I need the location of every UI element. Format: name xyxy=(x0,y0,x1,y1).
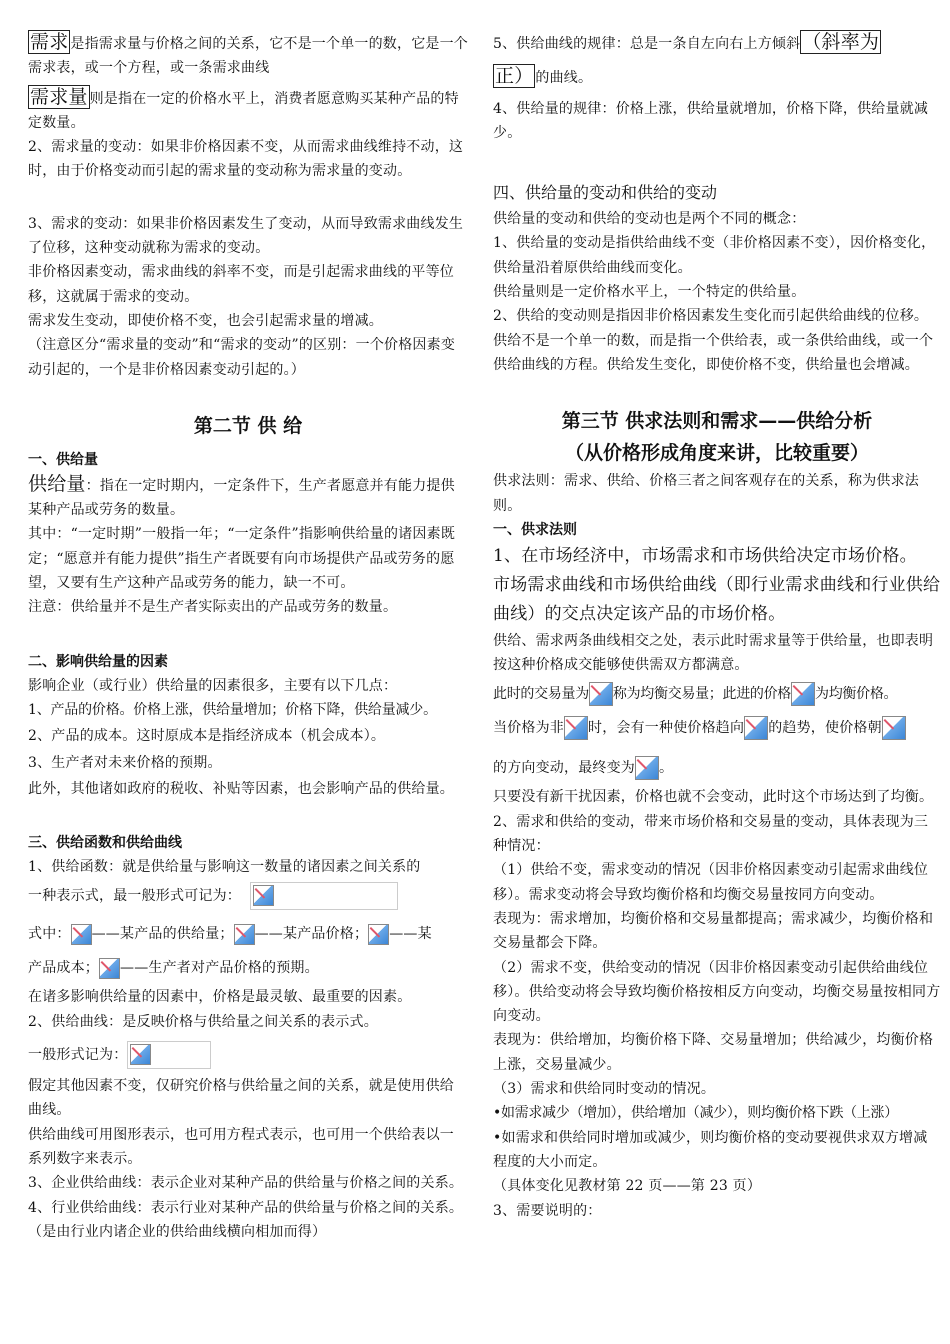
heading-supply-change: 四、供给量的变动和供给的变动 xyxy=(493,183,718,203)
broken-image-icon xyxy=(99,958,120,979)
demand-definition xyxy=(28,30,468,81)
equilibrium-text: 的方向变动，最终变为 xyxy=(493,760,635,777)
section-3-subtitle: （从价格形成角度来讲，比较重要） xyxy=(564,442,869,465)
paragraph: 2、供给曲线：是反映价格与供给量之间关系的表示式。 xyxy=(28,1013,378,1030)
formula-intro-text: 一种表示式，最一般形式可记为： xyxy=(28,888,241,905)
broken-image-icon xyxy=(791,682,815,706)
paragraph: 3、企业供给曲线：表示企业对某种产品的供给量与价格之间的关系。 xyxy=(28,1175,464,1192)
paragraph: 2、需求和供给的变动，带来市场价格和交易量的变动，具体表现为三种情况： xyxy=(493,813,929,855)
heading-supply-quantity: 一、供给量 xyxy=(28,451,98,468)
supply-qty-definition xyxy=(28,472,468,523)
equilibrium-text: 。 xyxy=(659,760,674,777)
paragraph: 1、供给量的变动是指供给曲线不变（非价格因素不变），因价格变化，供给量沿着原供给曲线而变化。 xyxy=(493,235,936,276)
rule-text: 的曲线。 xyxy=(535,70,593,87)
supply-curve-rule xyxy=(493,30,941,56)
rule-text: 5、供给曲线的规律：总是一条自左向右上方倾斜 xyxy=(493,36,801,52)
demand-definition-text: 是指需求量与价格之间的关系，它不是一个单一的数，它是一个需求表，或一个方程，或一条需求曲线 xyxy=(28,36,469,77)
equilibrium-line-3 xyxy=(493,751,941,785)
supply-curve-rule-2 xyxy=(493,64,941,90)
paragraph: 表现为：供给增加，均衡价格下降、交易量增加；供给减少，均衡价格上涨，交易量减少。 xyxy=(493,1032,934,1073)
formula-legend-line xyxy=(28,917,468,951)
supply-curve-formula-image xyxy=(127,1041,211,1069)
paragraph: 供给曲线可用图形表示，也可用方程式表示，也可用一个供给表以一系列数字来表示。 xyxy=(28,1126,454,1167)
equilibrium-text: 此时的交易量为 xyxy=(493,686,589,703)
paragraph: 表现为：需求增加，均衡价格和交易量都提高；需求减少，均衡价格和交易量都会下降。 xyxy=(493,910,934,952)
paragraph: 只要没有新干扰因素，价格也就不会变动，此时这个市场达到了均衡。 xyxy=(493,789,934,806)
formula-legend-text: ——生产者对产品价格的预期。 xyxy=(120,960,319,977)
broken-image-icon xyxy=(744,716,768,740)
supply-function-formula-image xyxy=(250,882,398,910)
paragraph: （3）需求和供给同时变动的情况。 xyxy=(493,1081,716,1098)
equilibrium-text: 称为均衡交易量；此进的价格 xyxy=(612,686,792,703)
paragraph: （1）供给不变，需求变动的情况（因非价格因素变动引起需求曲线位移）。需求变动将会导致均衡价格和均衡交易量按同方向变动。 xyxy=(493,862,929,903)
heading-law: 一、供求法则 xyxy=(493,521,577,538)
paragraph: 2、产品的成本。这时原成本是指经济成本（机会成本）。 xyxy=(28,728,386,745)
paragraph: 需求发生变动，即使价格不变，也会引起需求量的增减。 xyxy=(28,312,383,329)
broken-image-icon xyxy=(564,716,588,740)
formula-legend-text: 式中： xyxy=(28,926,71,943)
equilibrium-text: 时，会有一种使价格趋向 xyxy=(588,720,745,737)
broken-image-icon xyxy=(882,716,906,740)
paragraph: 影响企业（或行业）供给量的因素很多，主要有以下几点： xyxy=(28,677,398,694)
formula-legend-line-2 xyxy=(28,951,468,985)
paragraph: 4、行业供给曲线：表示行业对某种产品的供给量与价格之间的关系。（是由行业内诸企业的供给曲线横向相加而得） xyxy=(28,1199,464,1240)
demand-qty-definition-text: 则是指在一定的价格水平上，消费者愿意购买某种产品的特定数量。 xyxy=(28,90,459,131)
paragraph: 此外，其他诸如政府的税收、补贴等因素，也会影响产品的供给量。 xyxy=(28,780,454,797)
broken-image-icon xyxy=(589,682,613,706)
section-2-title: 第二节 供 给 xyxy=(193,414,303,437)
paragraph: 其中：“一定时期”一般指一年；“一定条件”指影响供给量的诸因素既定；“愿意并有能力提供”指生产者既要有向市场提供产品或劳务的愿望，又要有生产这种产品或劳务的能力，缺一不可。 xyxy=(28,526,456,592)
broken-image-icon xyxy=(234,924,255,945)
paragraph: 注意：供给量并不是生产者实际卖出的产品或劳务的数量。 xyxy=(28,599,398,616)
broken-image-icon xyxy=(253,885,274,906)
paragraph: 供给量的变动和供给的变动也是两个不同的概念： xyxy=(493,211,806,228)
formula-legend-text: 产品成本； xyxy=(28,960,99,977)
paragraph: 市场需求曲线和市场供给曲线（即行业需求曲线和行业供给曲线）的交点决定该产品的市场价格。 xyxy=(493,574,941,624)
paragraph: 1、供给函数：就是供给量与影响这一数量的诸因素之间关系的 xyxy=(28,859,421,876)
demand-qty-term-box: 需求量 xyxy=(30,85,88,108)
paragraph: 2、供给的变动则是指因非价格因素发生变化而引起供给曲线的位移。 xyxy=(493,308,929,325)
equilibrium-text: 的趋势，使价格朝 xyxy=(768,720,882,737)
demand-term-box: 需求 xyxy=(30,31,69,53)
bullet-item: •如需求和供给同时增加或减少，则均衡价格的变动要视供求双方增减程度的大小而定。 xyxy=(493,1129,928,1170)
paragraph: 非价格因素变动，需求曲线的斜率不变，而是引起需求曲线的平等位移，这就属于需求的变动。 xyxy=(28,264,454,305)
paragraph: 1、产品的价格。价格上涨，供给量增加；价格下降，供给量减少。 xyxy=(28,701,437,718)
equilibrium-line xyxy=(493,677,941,711)
slope-box-1: （斜率为 xyxy=(802,31,880,53)
supply-curve-formula-line xyxy=(28,1038,468,1072)
paragraph: 供给量则是一定价格水平上，一个特定的供给量。 xyxy=(493,284,806,301)
broken-image-icon xyxy=(130,1044,151,1065)
paragraph: 供求法则：需求、供给、价格三者之间客观存在的关系，称为供求法则。 xyxy=(493,473,919,514)
paragraph: 4、供给量的规律：价格上涨，供给量就增加，价格下降，供给量就减少。 xyxy=(493,100,929,141)
supply-qty-definition-text: ：指在一定时期内，一定条件下，生产者愿意并有能力提供某种产品或劳务的数量。 xyxy=(28,477,455,519)
paragraph: 供给不是一个单一的数，而是指一个供给表，或一条供给曲线，或一个供给曲线的方程。供给发生变化，即使价格不变，供给量也会增减。 xyxy=(493,332,934,373)
paragraph: 3、需求的变动：如果非价格因素发生了变动，从而导致需求曲线发生了位移，这种变动就称为需求的变动。 xyxy=(28,215,464,257)
broken-image-icon xyxy=(71,924,92,945)
paragraph: （注意区分“需求量的变动”和“需求的变动”的区别：一个价格因素变动引起的，一个是非价格因素变动引起的。） xyxy=(28,337,456,378)
paragraph: 假定其他因素不变，仅研究价格与供给量之间的关系，就是使用供给曲线。 xyxy=(28,1078,454,1119)
supply-function-formula-line xyxy=(28,879,468,913)
paragraph: 2、需求量的变动：如果非价格因素不变，从而需求曲线维持不动，这时，由于价格变动而引起的需求量的变动称为需求量的变动。 xyxy=(28,139,464,180)
paragraph: 3、需要说明的： xyxy=(493,1202,602,1219)
equilibrium-text: 当价格为非 xyxy=(493,720,564,737)
formula-intro-text: 一般形式记为： xyxy=(28,1047,128,1064)
equilibrium-line-2 xyxy=(493,711,941,745)
heading-supply-factors: 二、影响供给量的因素 xyxy=(28,653,168,670)
paragraph: 3、生产者对未来价格的预期。 xyxy=(28,754,222,771)
formula-legend-text: ——某 xyxy=(389,926,432,943)
paragraph: 在诸多影响供给量的因素中，价格是最灵敏、最重要的因素。 xyxy=(28,989,412,1006)
demand-qty-definition xyxy=(28,85,468,136)
paragraph: 供给、需求两条曲线相交之处，表示此时需求量等于供给量，也即表明按这种价格成交能够使供需双方都满意。 xyxy=(493,632,934,674)
paragraph: 1、在市场经济中，市场需求和市场供给决定市场价格。 xyxy=(493,545,917,566)
broken-image-icon xyxy=(368,924,389,945)
paragraph: （具体变化见教材第 22 页——第 23 页） xyxy=(493,1178,762,1195)
formula-legend-text: ——某产品价格； xyxy=(254,926,369,943)
equilibrium-text: 为均衡价格。 xyxy=(815,686,898,703)
right-column xyxy=(493,30,941,1223)
supply-qty-term: 供给量 xyxy=(28,472,86,495)
paragraph: （2）需求不变，供给变动的情况（因非价格因素变动引起供给曲线位移）。供给变动将会导致均衡价格按相反方向变动，均衡交易量按相同方向变动。 xyxy=(493,959,941,1025)
formula-legend-text: ——某产品的供给量； xyxy=(91,926,234,943)
heading-supply-function: 三、供给函数和供给曲线 xyxy=(28,835,182,852)
slope-box-2: 正） xyxy=(495,65,534,88)
broken-image-icon xyxy=(635,756,659,780)
section-3-title: 第三节 供求法则和需求——供给分析 xyxy=(561,410,873,433)
bullet-item: •如需求减少（增加），供给增加（减少），则均衡价格下跌（上涨） xyxy=(493,1105,898,1122)
left-column xyxy=(28,30,468,1244)
